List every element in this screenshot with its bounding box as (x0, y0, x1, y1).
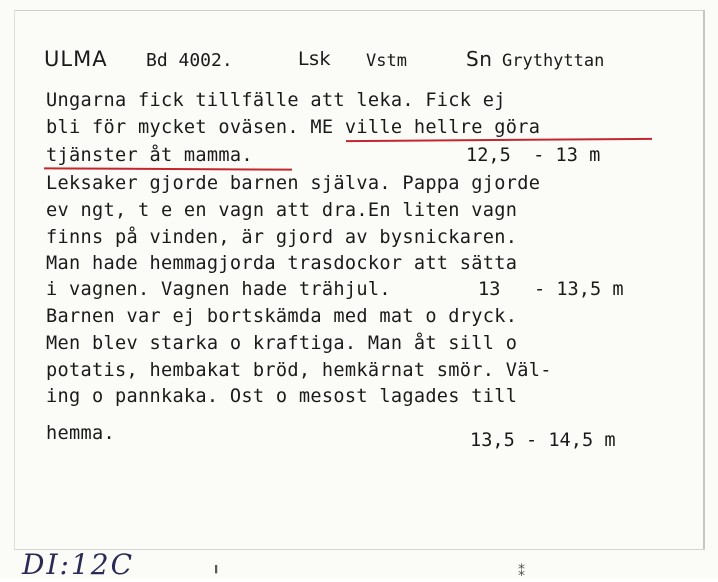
page-reference: 12,5 - 13 m (466, 145, 601, 166)
text-line: Ungarna fick tillfälle att leka. Fick ej (46, 90, 506, 111)
text-line: bli för mycket oväsen. ME ville hellre göra (46, 117, 541, 138)
card-border-top (14, 10, 704, 11)
text-line: tjänster åt mamma. (46, 145, 253, 166)
text-line: Barnen var ej bortskämda med mat o dryck. (46, 306, 518, 327)
text-line: potatis, hembakat bröd, hemkärnat smör. Väl- (46, 360, 552, 381)
scan-speck: ⁑ (518, 564, 525, 580)
page-reference: 13 - 13,5 m (478, 279, 624, 300)
text-line: Men blev starka o kraftiga. Man åt sill o (46, 333, 518, 354)
archive-code: ULMA (44, 47, 108, 71)
scan-speck: ╹ (212, 566, 221, 582)
text-line: finns på vinden, är gjord av bysnickaren. (46, 227, 518, 248)
handwritten-archive-mark: DI:12C (22, 548, 134, 581)
volume-number: Bd 4002. (146, 50, 233, 71)
socken-label: Sn (466, 47, 493, 71)
text-line: Man hade hemmagjorda trasdockor att sätta (46, 253, 518, 274)
page-reference: 13,5 - 14,5 m (470, 430, 616, 451)
text-line: ing o pannkaka. Ost o mesost lagades till (46, 386, 518, 407)
landskap-label: Lsk (298, 48, 331, 70)
landskap-value: Vstm (366, 51, 407, 71)
socken-value: Grythyttan (502, 51, 605, 71)
text-line: i vagnen. Vagnen hade trähjul. (46, 279, 391, 300)
text-line: Leksaker gjorde barnen själva. Pappa gjorde (46, 173, 541, 194)
card-border-right (703, 10, 705, 550)
text-line: ev ngt, t e en vagn att dra.En liten vagn (46, 200, 518, 221)
card-border-left (14, 10, 15, 550)
text-line: hemma. (46, 423, 115, 444)
